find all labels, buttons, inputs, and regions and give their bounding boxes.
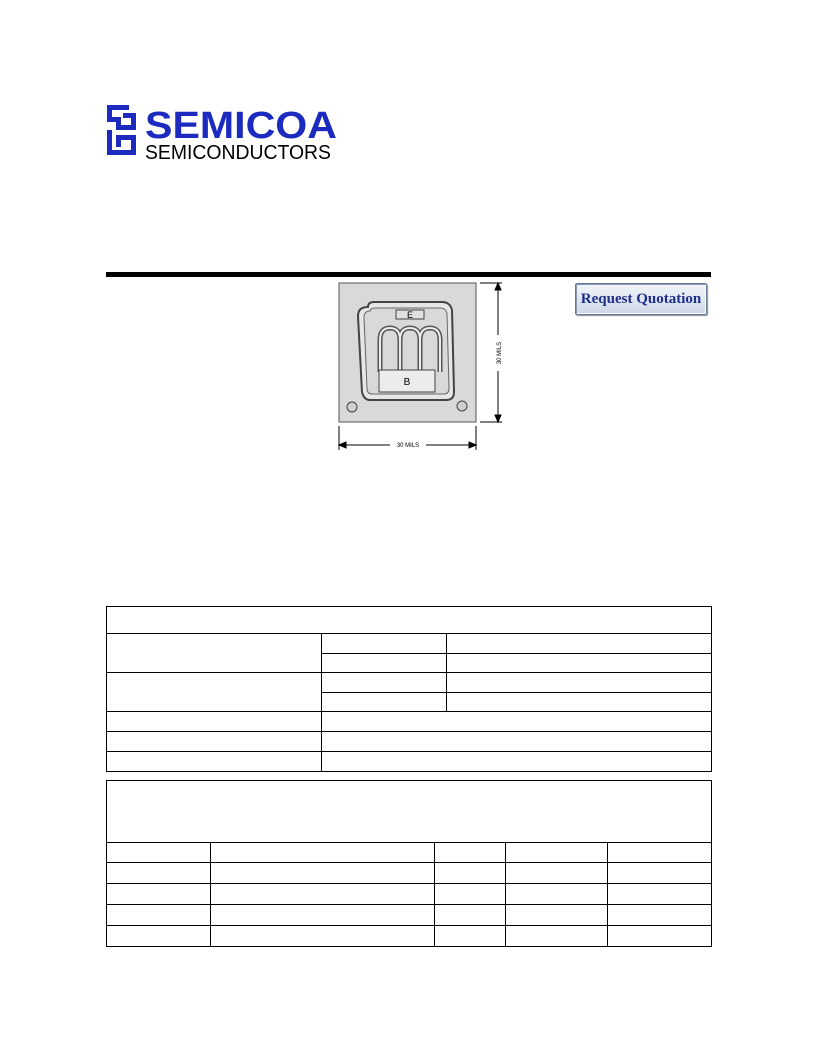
table-cell: [447, 673, 712, 693]
table-cell: [322, 654, 447, 673]
table-cell: [447, 693, 712, 712]
table-cell: [211, 905, 435, 926]
table-header-cell: [107, 607, 712, 634]
table-row: [107, 863, 712, 884]
table-row: [107, 673, 712, 693]
logo-title: SEMICOA: [145, 105, 337, 147]
table-row: [107, 634, 712, 654]
table-cell: [435, 843, 506, 863]
table-cell: [435, 863, 506, 884]
table-cell: [506, 843, 608, 863]
table-cell: [608, 843, 712, 863]
table-row: [107, 905, 712, 926]
table-cell: [322, 752, 712, 772]
table-cell: [107, 752, 322, 772]
table-row: [107, 843, 712, 863]
table-cell: [107, 863, 211, 884]
table-row: [107, 607, 712, 634]
table-cell: [608, 884, 712, 905]
corner-hole: [457, 401, 467, 411]
table-row: [107, 884, 712, 905]
table-cell: [211, 926, 435, 947]
table-cell: [211, 863, 435, 884]
base-label: B: [403, 377, 411, 388]
table-cell: [107, 843, 211, 863]
corner-hole: [347, 402, 357, 412]
table-cell: [322, 673, 447, 693]
table-row: [107, 732, 712, 752]
table-cell: [506, 863, 608, 884]
table-cell: [107, 732, 322, 752]
table-cell: [435, 926, 506, 947]
table-cell: [107, 712, 322, 732]
table-cell: [107, 905, 211, 926]
table-cell: [322, 634, 447, 654]
table-cell: [107, 673, 322, 712]
table-row: [107, 752, 712, 772]
table-cell: [322, 712, 712, 732]
table-cell: [506, 905, 608, 926]
table-cell: [322, 732, 712, 752]
table-header-cell: [107, 781, 712, 843]
table-cell: [608, 905, 712, 926]
table-row: [107, 712, 712, 732]
logo-mark-icon: [107, 105, 136, 155]
table-cell: [211, 884, 435, 905]
table-cell: [506, 926, 608, 947]
spec-table-1: [106, 606, 712, 772]
die-drawing: [330, 280, 520, 452]
table-cell: [447, 654, 712, 673]
height-dimension-label: 30 MILS: [497, 341, 503, 365]
table-row: [107, 926, 712, 947]
table-cell: [435, 884, 506, 905]
table-cell: [506, 884, 608, 905]
table-cell: [322, 693, 447, 712]
table-cell: [107, 926, 211, 947]
emitter-label: E: [406, 310, 414, 320]
width-dimension-label: 30 MILS: [396, 443, 420, 449]
table-cell: [107, 634, 322, 673]
request-quotation-button[interactable]: Request Quotation: [575, 283, 707, 315]
table-cell: [211, 843, 435, 863]
table-cell: [447, 634, 712, 654]
table-cell: [435, 905, 506, 926]
header-rule: [106, 272, 711, 277]
table-cell: [107, 884, 211, 905]
table-cell: [608, 863, 712, 884]
spec-table-2: [106, 780, 712, 947]
semicoa-logo: [106, 103, 346, 163]
table-cell: [608, 926, 712, 947]
table-row: [107, 781, 712, 843]
logo-subtitle: SEMICONDUCTORS: [145, 142, 331, 163]
